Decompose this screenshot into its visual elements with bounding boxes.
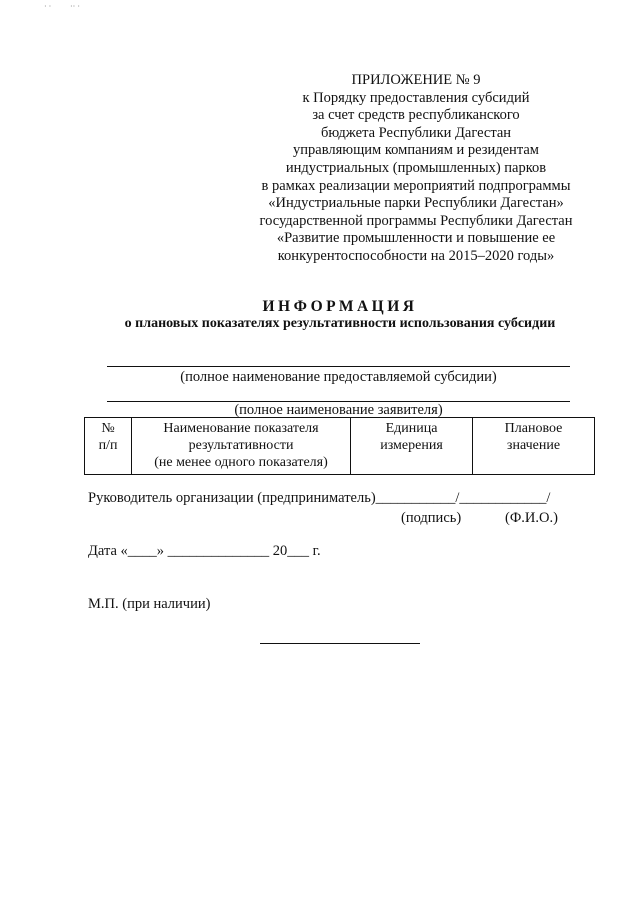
document-subtitle: о плановых показателях результативности использования субсидии bbox=[124, 316, 556, 331]
appendix-line: к Порядку предоставления субсидий bbox=[302, 89, 530, 106]
header-indicator-name: Наименование показателя результативности (не менее одного показателя) bbox=[132, 418, 351, 475]
scan-artifact: ·· · bbox=[70, 2, 80, 11]
document-title: ИНФОРМАЦИЯ bbox=[262, 298, 418, 315]
subsidy-caption: (полное наименование предоставляемой субсидии) bbox=[180, 369, 497, 385]
appendix-line: государственной программы Республики Дагестан bbox=[259, 212, 573, 229]
appendix-line: за счет средств республиканского bbox=[312, 107, 520, 124]
appendix-line: конкурентоспособности на 2015–2020 годы» bbox=[277, 247, 555, 264]
appendix-line: управляющим компаниям и резидентам bbox=[293, 142, 539, 159]
end-separator bbox=[260, 643, 420, 644]
header-number: № п/п bbox=[85, 418, 132, 475]
appendix-line: в рамках реализации мероприятий подпрограммы bbox=[261, 177, 571, 194]
appendix-line: бюджета Республики Дагестан bbox=[320, 124, 512, 141]
table-header-row bbox=[85, 418, 595, 475]
appendix-block bbox=[236, 72, 596, 266]
appendix-line: «Индустриальные парки Республики Дагестан» bbox=[268, 195, 564, 212]
full-name-label: (Ф.И.О.) bbox=[505, 510, 558, 526]
subsidy-name-line bbox=[107, 366, 570, 367]
appendix-line: ПРИЛОЖЕНИЕ № 9 bbox=[351, 72, 481, 88]
date-line: Дата «____» ______________ 20___ г. bbox=[88, 543, 321, 559]
header-planned-value: Плановое значение bbox=[473, 418, 595, 475]
appendix-line: «Развитие промышленности и повышение ее bbox=[276, 230, 556, 247]
appendix-line: индустриальных (промышленных) парков bbox=[285, 159, 547, 176]
header-unit: Единица измерения bbox=[351, 418, 473, 475]
indicators-table bbox=[84, 417, 595, 475]
signature-line: Руководитель организации (предприниматель)___________/____________/ bbox=[88, 490, 551, 506]
applicant-caption: (полное наименование заявителя) bbox=[234, 402, 443, 418]
stamp-line: М.П. (при наличии) bbox=[88, 596, 211, 612]
signature-label: (подпись) bbox=[401, 510, 462, 526]
scan-artifact: · · bbox=[44, 2, 52, 11]
